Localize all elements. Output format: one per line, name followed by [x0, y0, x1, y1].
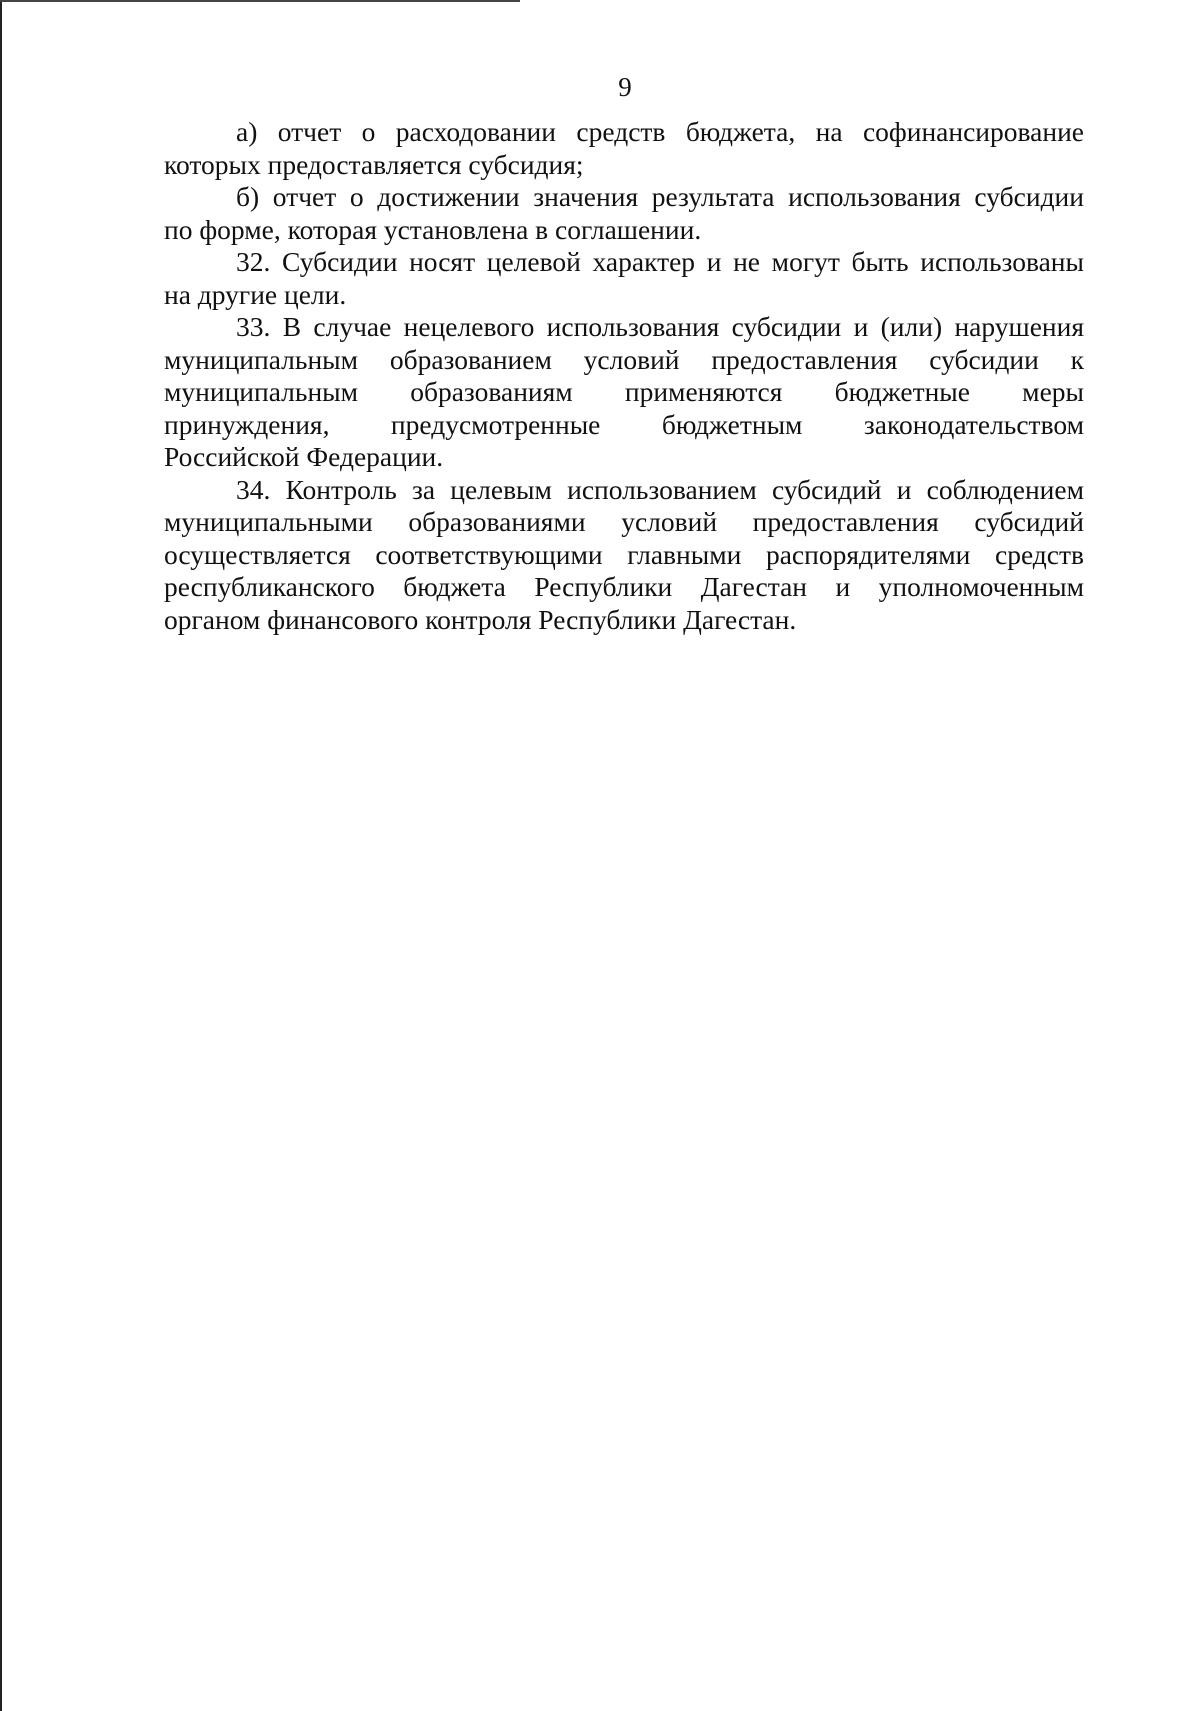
paragraph-report-expenditure: [164, 116, 1084, 181]
paragraph-line: органом финансового контроля Республики Дагестан.: [164, 603, 797, 635]
paragraph-line: муниципальным образованием условий предоставления субсидии к: [164, 343, 1084, 375]
scan-border-left: [0, 0, 2, 1711]
paragraph-line: а) отчет о расходовании средств бюджета, на софинансирование: [236, 116, 1084, 147]
paragraph-34: [164, 474, 1084, 637]
paragraph-line: муниципальным образованиям применяются бюджетные меры: [164, 376, 1084, 407]
paragraph-report-result: [164, 181, 1084, 246]
paragraph-line: 32. Субсидии носят целевой характер и не могут быть использованы: [236, 246, 1084, 277]
paragraph-line: муниципальными образованиями условий предоставления субсидий: [164, 506, 1084, 537]
paragraph-32: [164, 246, 1084, 311]
paragraph-line: б) отчет о достижении значения результата использования субсидии: [236, 181, 1084, 212]
paragraph-line: Российской Федерации.: [164, 441, 444, 472]
scan-border-top: [0, 0, 520, 2]
paragraph-line: по форме, которая установлена в соглашении.: [164, 213, 702, 245]
paragraph-line: 33. В случае нецелевого использования субсидии и (или) нарушения: [236, 311, 1084, 342]
paragraph-line: 34. Контроль за целевым использованием субсидий и соблюдением: [236, 473, 1084, 505]
page-number: 9: [618, 72, 632, 102]
paragraph-33: [164, 311, 1084, 474]
paragraph-line: принуждения, предусмотренные бюджетным законодательством: [164, 408, 1084, 440]
paragraph-line: на другие цели.: [164, 278, 347, 310]
paragraph-line: республиканского бюджета Республики Дагестан и уполномоченным: [164, 571, 1084, 602]
document-body: [164, 116, 1084, 636]
paragraph-line: которых предоставляется субсидия;: [164, 148, 584, 180]
paragraph-line: осуществляется соответствующими главными распорядителями средств: [164, 538, 1084, 570]
